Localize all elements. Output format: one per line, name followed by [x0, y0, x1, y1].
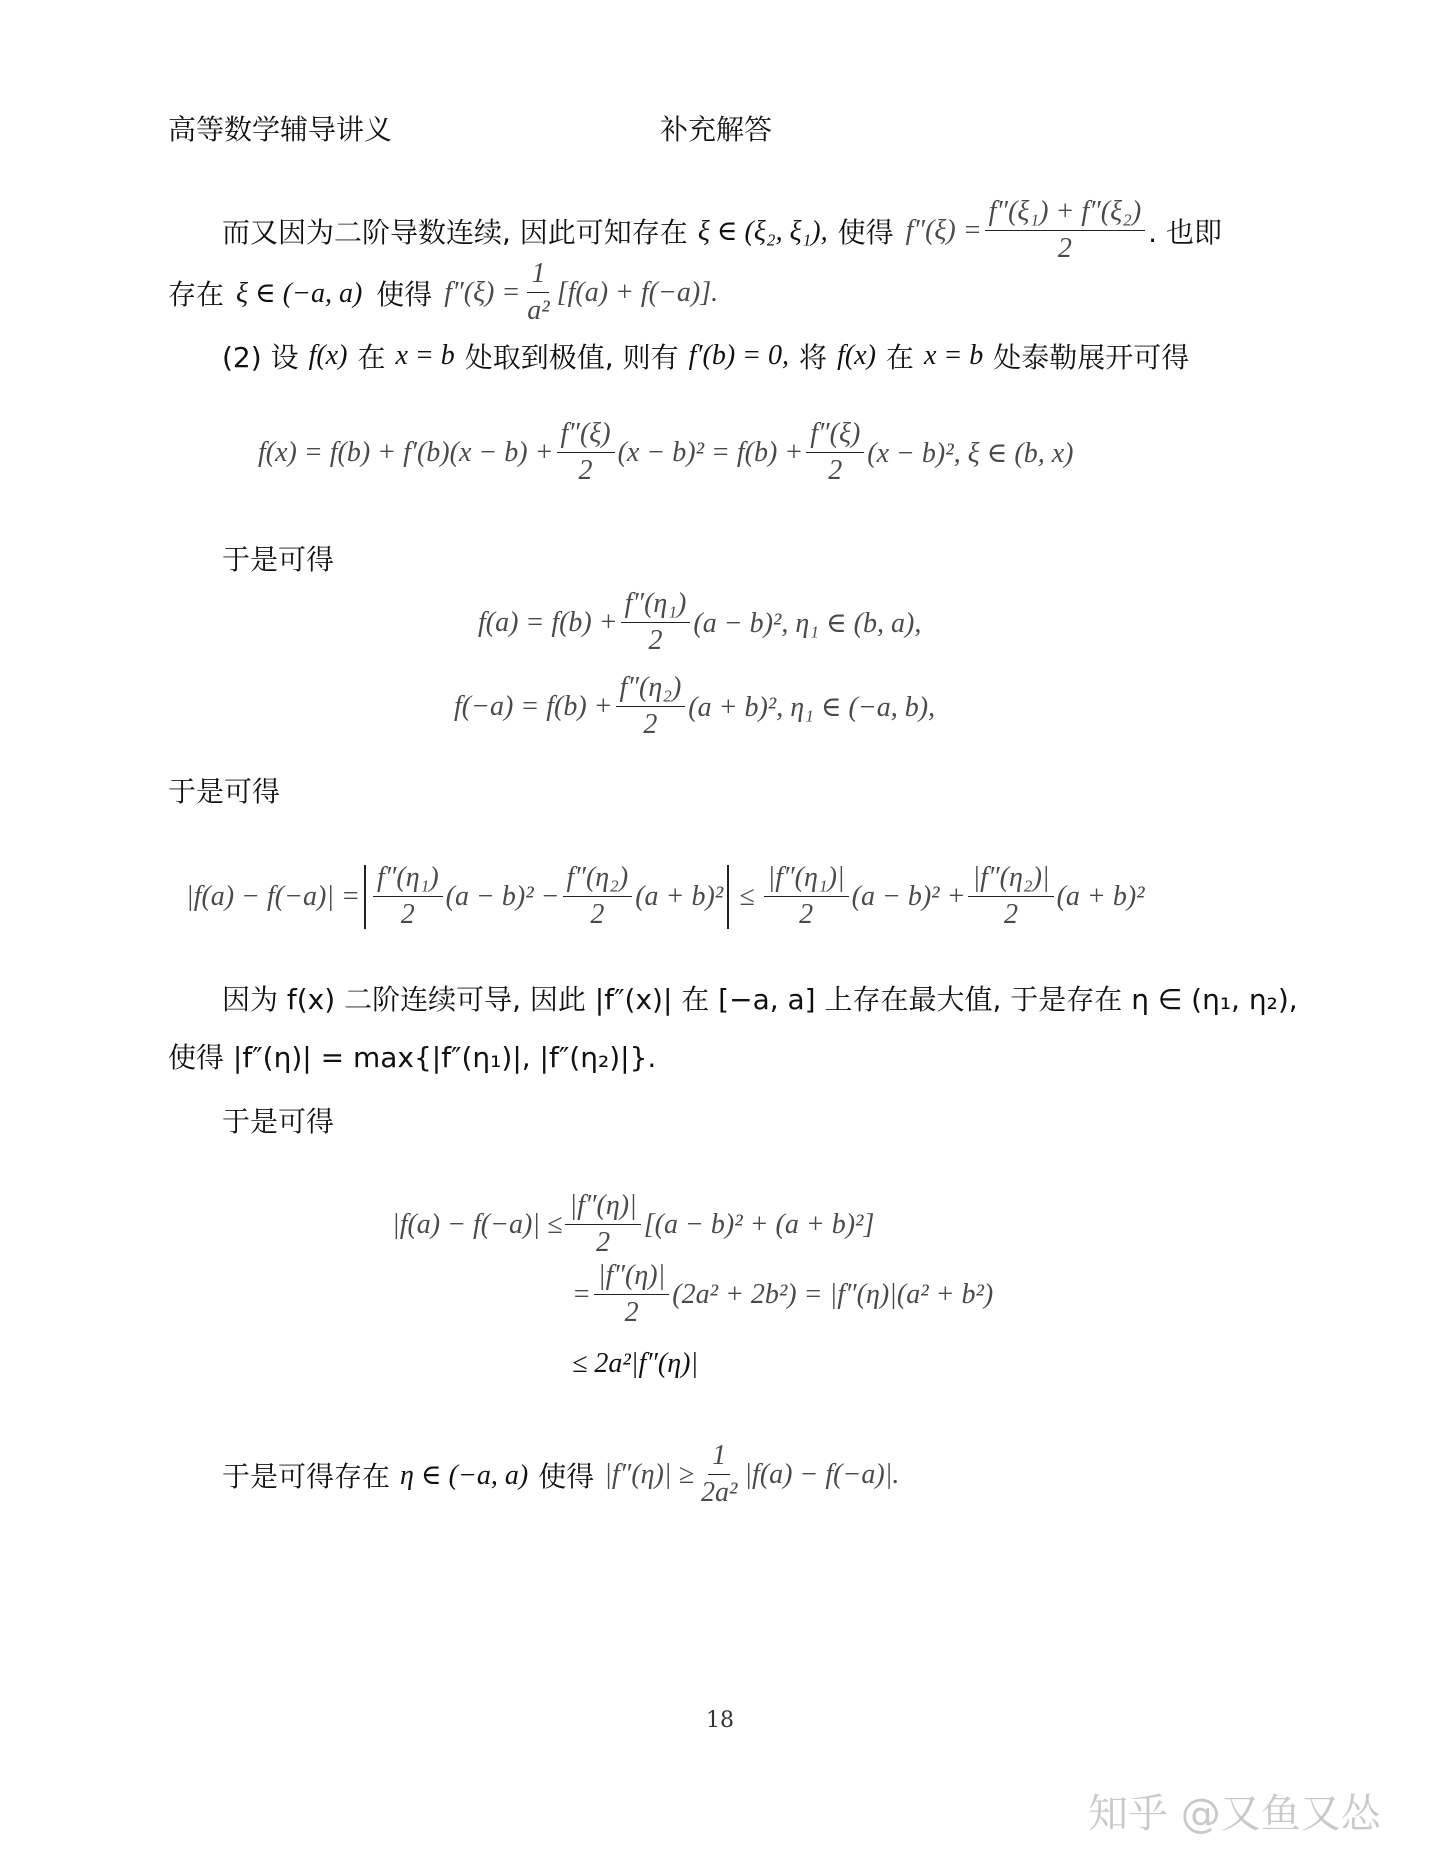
eq4-line1 [392, 1190, 874, 1259]
eq2-l2b: (a + b)², η₁ ∈ (−a, b), [688, 691, 936, 723]
eq4-l2num: |f″(η)| [594, 1260, 669, 1295]
abs-bar-right [727, 865, 729, 929]
p4-text: 于是可得存在 [222, 1459, 391, 1493]
eq3-b: (a − b)² − [445, 880, 560, 912]
p4-text2: 使得 [538, 1459, 595, 1493]
p2-t3: 将 [799, 341, 828, 374]
eq3-f: (a + b)² [1056, 880, 1145, 912]
eq4-l1den: 2 [596, 1227, 611, 1258]
eq3-n2: f″(η₂) [563, 862, 633, 897]
p1-l2-fraction [523, 258, 553, 327]
header-left: 高等数学辅导讲义 [168, 113, 393, 146]
eq2-l2num: f″(η₂) [616, 672, 686, 707]
eq3-frac2 [563, 862, 633, 931]
eq2-l2a: f(−a) = f(b) + [454, 690, 613, 722]
p3-line1: 因为 f(x) 二阶连续可导, 因此 |f″(x)| 在 [−a, a] 上存在最大值, 于是存在 η ∈ (η₁, η₂), [222, 983, 1298, 1016]
eq1-num2: f″(ξ) [806, 418, 864, 453]
eq4-line3: ≤ 2a²|f″(η)| [572, 1348, 699, 1379]
eq3-frac3 [764, 862, 849, 931]
p2-fx2: f(x) [837, 340, 876, 371]
p1-frac-den: 2 [1057, 233, 1072, 264]
p4-rhs: |f(a) − f(−a)|. [744, 1458, 900, 1490]
p1-line1 [222, 196, 1222, 265]
p2-t4: 在 [885, 341, 914, 374]
eq2-l1den: 2 [648, 625, 663, 656]
header-center: 补充解答 [660, 113, 773, 146]
p1-line2 [168, 258, 718, 327]
eq4-l1b: [(a − b)² + (a + b)²] [643, 1208, 875, 1240]
p1-tail: . 也即 [1148, 215, 1222, 249]
p3-line2: 使得 |f″(η)| = max{|f″(η₁)|, |f″(η₂)|}. [168, 1041, 657, 1074]
p2-t5: 处泰勒展开可得 [993, 341, 1190, 374]
eq3-n1: f″(η₁) [373, 862, 443, 897]
p2-xb: x = b [395, 340, 455, 371]
eq3-n4: |f″(η₂)| [968, 862, 1053, 897]
eq3-inequality [186, 862, 1145, 931]
p4-lhs: |f″(η)| ≥ [604, 1458, 694, 1490]
eq3-a: |f(a) − f(−a)| = [186, 880, 360, 912]
eq3-d1: 2 [400, 899, 415, 930]
p2-fx: f(x) [308, 340, 348, 371]
p2-t1: 在 [357, 341, 386, 374]
eq2-l2-frac [616, 672, 686, 741]
p2-xb2: x = b [923, 340, 984, 371]
eq3-d4: 2 [1004, 899, 1019, 930]
p1-lhs: f″(ξ) = [905, 214, 982, 246]
taylor-equation [258, 418, 1073, 487]
page-number: 18 [706, 1708, 734, 1733]
p1-fraction [985, 196, 1146, 265]
eq2-l1a: f(a) = f(b) + [478, 606, 618, 638]
p1-l2-frac-den: a² [527, 295, 550, 326]
eq4-l1a: |f(a) − f(−a)| ≤ [392, 1208, 563, 1240]
p4-line [222, 1440, 899, 1509]
p4-fraction [697, 1440, 741, 1509]
so-text-2: 于是可得 [168, 775, 281, 808]
eq2-l1-frac [621, 588, 691, 657]
eq4-l1num: |f″(η)| [565, 1190, 640, 1225]
eq1-c: (x − b)², ξ ∈ (b, x) [867, 437, 1074, 469]
eq4-l2b: (2a² + 2b²) = |f″(η)|(a² + b²) [672, 1278, 994, 1310]
watermark: 知乎 @又鱼又怂 [1088, 1791, 1381, 1837]
p2-fpb: f′(b) = 0, [688, 340, 790, 371]
p4-den: 2a² [700, 1477, 738, 1508]
eq3-e: (a − b)² + [851, 880, 966, 912]
p1-l2-lhs: f″(ξ) = [444, 276, 521, 308]
eq2-l1b: (a − b)², η₁ ∈ (b, a), [693, 607, 922, 639]
eq1-b: (x − b)² = f(b) + [617, 436, 804, 468]
eq1-frac1 [557, 418, 615, 487]
eq1-den1: 2 [578, 455, 593, 486]
p2-t2: 处取到极值, 则有 [464, 341, 679, 374]
p4-math: η ∈ (−a, a) [400, 1459, 529, 1491]
eq3-frac4 [968, 862, 1053, 931]
so-text-3: 于是可得 [222, 1105, 335, 1138]
p1-l2-text: 存在 [168, 277, 225, 311]
eq4-l2den: 2 [624, 1297, 639, 1328]
abs-bar-left [364, 865, 366, 929]
p1-text2: 使得 [837, 215, 894, 249]
eq3-le: ≤ [739, 880, 755, 912]
eq3-c: (a + b)² [635, 880, 724, 912]
eq2-l2den: 2 [643, 709, 658, 740]
eq4-line2 [572, 1260, 993, 1329]
eq4-l2-frac [594, 1260, 669, 1329]
eq3-n3: |f″(η₁)| [764, 862, 849, 897]
eq3-d2: 2 [590, 899, 605, 930]
eq2-line2 [454, 672, 935, 741]
p1-l2-frac-num: 1 [527, 258, 549, 293]
p1-l2-rhs: [f(a) + f(−a)]. [556, 276, 719, 308]
eq4-l2a: = [572, 1278, 591, 1310]
p1-text: 而又因为二阶导数连续, 因此可知存在 [222, 215, 688, 249]
eq3-frac1 [373, 862, 443, 931]
p2-line [222, 336, 1189, 376]
eq1-den2: 2 [828, 455, 843, 486]
eq4-l1-frac [565, 1190, 640, 1259]
eq3-d3: 2 [799, 899, 814, 930]
eq1-num1: f″(ξ) [557, 418, 615, 453]
p1-l2-text2: 使得 [376, 277, 433, 311]
p1-math: ξ ∈ (ξ₂, ξ₁), [697, 215, 828, 247]
eq1-frac2 [806, 418, 864, 487]
p4-num: 1 [708, 1440, 730, 1475]
eq2-line1 [478, 588, 921, 657]
so-text-1: 于是可得 [222, 543, 335, 576]
eq1-a: f(x) = f(b) + f′(b)(x − b) + [258, 436, 554, 468]
p1-l2-math: ξ ∈ (−a, a) [236, 277, 363, 309]
p2-label: (2) 设 [222, 341, 299, 374]
eq2-l1num: f″(η₁) [621, 588, 691, 623]
p1-frac-num: f″(ξ₁) + f″(ξ₂) [985, 196, 1146, 231]
